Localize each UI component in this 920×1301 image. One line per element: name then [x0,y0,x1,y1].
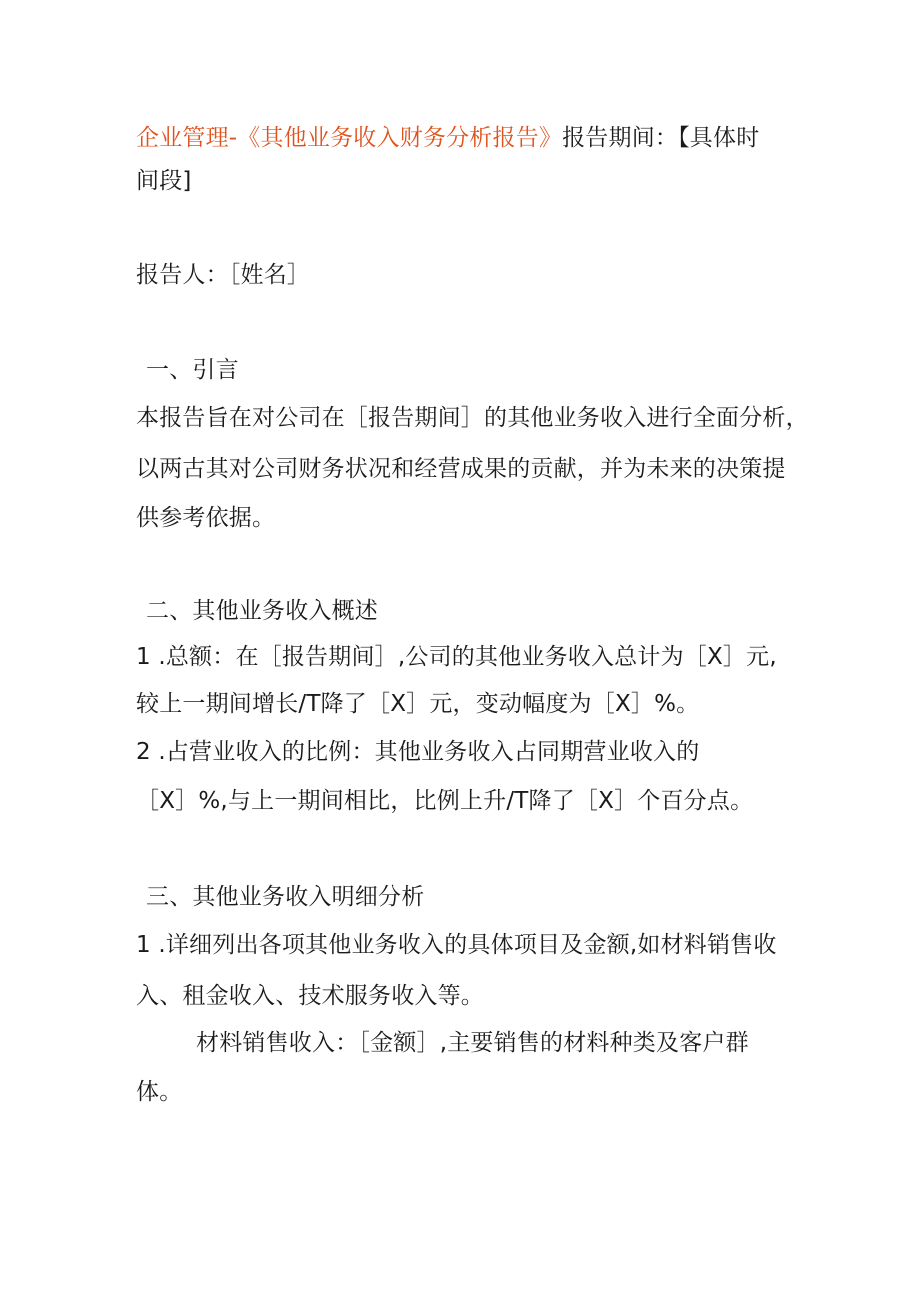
reporter-line: 报告人：［姓名］ [136,262,311,288]
list-item-detail-cont: 入、租金收入、技术服务收入等。 [136,983,484,1009]
list-item-ratio-cont: ［X］%,与上一期间相比，比例上升/T降了［X］个百分点。 [136,788,754,814]
list-item-detail: 1 .详细列出各项其他业务收入的具体项目及金额,如材料销售收 [136,932,777,958]
title-accent-text: 企业管理-《其他业务收入财务分析报告》 [136,125,563,151]
list-item-total-cont: 较上一期间增长/T降了［X］元，变动幅度为［X］%。 [136,691,700,717]
list-item-total: 1 .总额：在［报告期间］,公司的其他业务收入总计为［X］元, [136,644,777,670]
paragraph-line: 本报告旨在对公司在［报告期间］的其他业务收入进行全面分析， [136,405,809,431]
document-title [136,123,759,153]
paragraph-line: 以两古其对公司财务状况和经营成果的贡献，并为未来的决策提 [136,456,786,482]
sub-item-material-sales-cont: 体。 [136,1079,183,1105]
title-period-text: 报告期间：【具体时 [562,125,760,151]
list-item-ratio: 2 .占营业收入的比例：其他业务收入占同期营业收入的 [136,739,700,765]
paragraph-line: 供参考依据。 [136,505,276,531]
section-heading-detail: 三、其他业务收入明细分析 [146,884,425,910]
sub-item-material-sales: 材料销售收入：［金额］,主要销售的材料种类及客户群 [196,1030,749,1056]
title-period-continuation: 间段] [136,168,192,194]
section-heading-overview: 二、其他业务收入概述 [146,598,378,624]
section-heading-intro: 一、引言 [146,357,239,383]
